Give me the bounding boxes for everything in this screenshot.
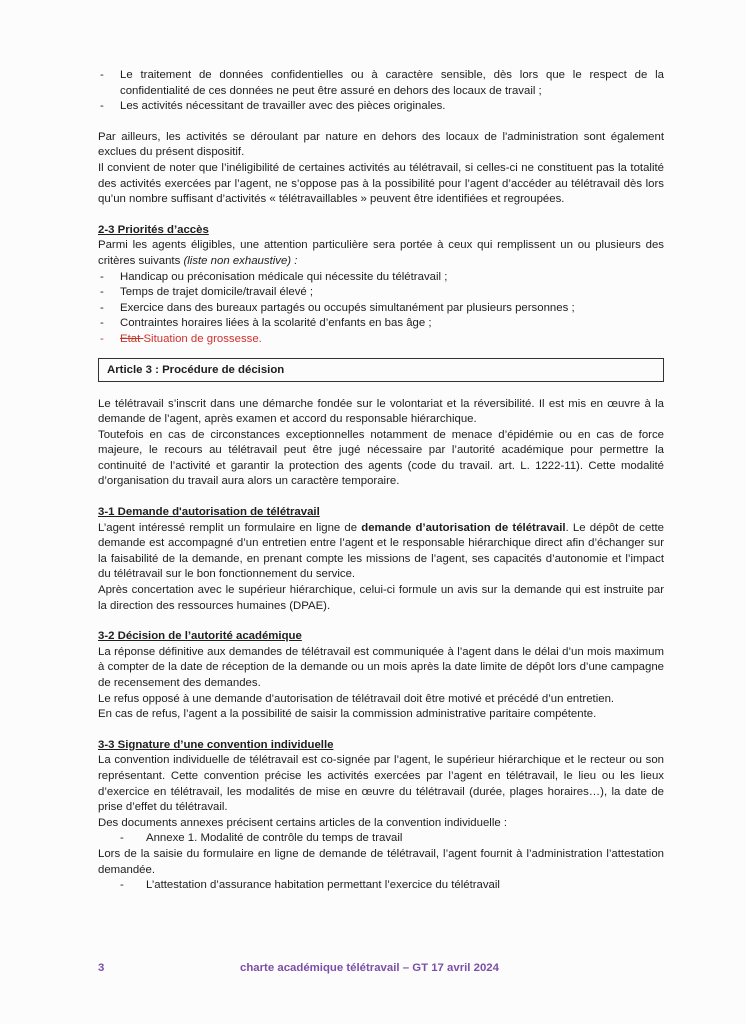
list-item: - Contraintes horaires liées à la scolarité d’enfants en bas âge ; [98, 316, 664, 332]
list-item: - Handicap ou préconisation médicale qui nécessite du télétravail ; [98, 270, 664, 286]
section-3-3-paragraph-2: Des documents annexes précisent certains articles de la convention individuelle : [98, 816, 508, 829]
deleted-text: Etat [120, 332, 144, 345]
section-2-3-intro: Parmi les agents éligibles, une attention particulière sera portée à ceux qui remplissent un ou plusieurs des critères suivants (liste non exhaustive) : [98, 239, 664, 267]
annex-list [98, 831, 664, 847]
section-3-1-paragraph-1: L’agent intéressé remplit un formulaire en ligne de demande d’autorisation de télétravail. Le dépôt de cette demande est accompagné d’un entretien entre l’agent et le responsable hiérarchique direct afin d’échanger sur la faisabilité de la demande, en prenant compte les missions de l’agent, ses capacités d’autonomie et l’impact du télétravail sur le bon fonctionnement du service. [98, 521, 664, 581]
criteria-list [98, 270, 664, 348]
section-3-1-paragraph-2: Après concertation avec le supérieur hiérarchique, celui-ci formule un avis sur la demande qui est instruite par la direction des ressources humaines (DPAE). [98, 584, 664, 612]
section-3-2-paragraph-3: En cas de refus, l’agent a la possibilité de saisir la commission administrative paritaire compétente. [98, 708, 597, 721]
section-heading-3-2: 3-2 Décision de l’autorité académique [98, 630, 302, 643]
intro-list [98, 68, 664, 115]
list-item: - Exercice dans des bureaux partagés ou occupés simultanément par plusieurs personnes ; [98, 301, 664, 317]
section-3-2-paragraph-1: La réponse définitive aux demandes de télétravail est communiquée à l’agent dans le délai d’un mois maximum à compter de la date de réception de la demande ou un mois après la date limite de dépôt lors d’une campagne de recensement des demandes. [98, 645, 664, 689]
section-heading-3-3: 3-3 Signature d’une convention individuelle [98, 738, 334, 751]
attestation-list [98, 878, 664, 894]
paragraph-ineligibility: Il convient de noter que l’inéligibilité de certaines activités au télétravail, si celles-ci ne constituent pas la totalité des activités exercées par l’agent, ne s’oppose pas à la possibilité pour l’agent d’accéder au télétravail dès lors qu’un nombre suffisant d’activités « télétravaillables » peuvent être identifiées et regroupées. [98, 161, 664, 206]
inserted-text: Situation de grossesse. [143, 332, 262, 345]
list-item: - Les activités nécessitant de travailler avec des pièces originales. [98, 99, 664, 115]
list-item: - Le traitement de données confidentielles ou à caractère sensible, dès lors que le respect de la confidentialité de ces données ne peut être assuré en dehors des locaux de travail ; [98, 68, 664, 99]
document-body [98, 68, 664, 894]
page-number: 3 [98, 962, 105, 974]
section-heading-2-3: 2-3 Priorités d’accès [98, 223, 209, 236]
paragraph-exclusion: Par ailleurs, les activités se déroulant par nature en dehors des locaux de l'administration sont également exclues du présent dispositif. [98, 130, 664, 159]
list-item: - L’attestation d’assurance habitation permettant l’exercice du télétravail [98, 878, 664, 894]
section-3-3-paragraph-1: La convention individuelle de télétravail est co-signée par l’agent, le supérieur hiérarchique et le recteur ou son représentant. Cette convention précise les activités exercées par l’agent en télétravail, le lieu ou les lieux d’exercice en télétravail, les modalités de mise en œuvre du télétravail (durée, plages horaires…), la date de prise d’effet du télétravail. [98, 754, 664, 814]
article-3-paragraph-2: Toutefois en cas de circonstances exceptionnelles notamment de menace d’épidémie ou en cas de force majeure, le recours au télétravail peut être jugé nécessaire par l’autorité académique pour permettre la continuité de l’activité et garantir la protection des agents (code du travail. art. L. 1222-11). Cette modalité d’organisation du travail aura alors un caractère temporaire. [98, 428, 664, 488]
section-3-3-paragraph-3: Lors de la saisie du formulaire en ligne de demande de télétravail, l’agent fournit à l’administration l’attestation demandée. [98, 847, 664, 876]
list-item: - Annexe 1. Modalité de contrôle du temps de travail [98, 831, 664, 847]
revised-list-item [98, 332, 664, 348]
list-item: - Temps de trajet domicile/travail élevé ; [98, 285, 664, 301]
section-heading-3-1: 3-1 Demande d'autorisation de télétravail [98, 506, 320, 519]
article-3-title: Article 3 : Procédure de décision [98, 358, 664, 382]
article-3-paragraph-1: Le télétravail s’inscrit dans une démarche fondée sur le volontariat et la réversibilité. Il est mis en œuvre à la demande de l’agent, après examen et accord du responsable hiérarchique. [98, 397, 664, 426]
footer-text: charte académique télétravail – GT 17 avril 2024 [240, 962, 499, 974]
section-3-2-paragraph-2: Le refus opposé à une demande d’autorisation de télétravail doit être motivé et précédé d’un entretien. [98, 692, 615, 705]
